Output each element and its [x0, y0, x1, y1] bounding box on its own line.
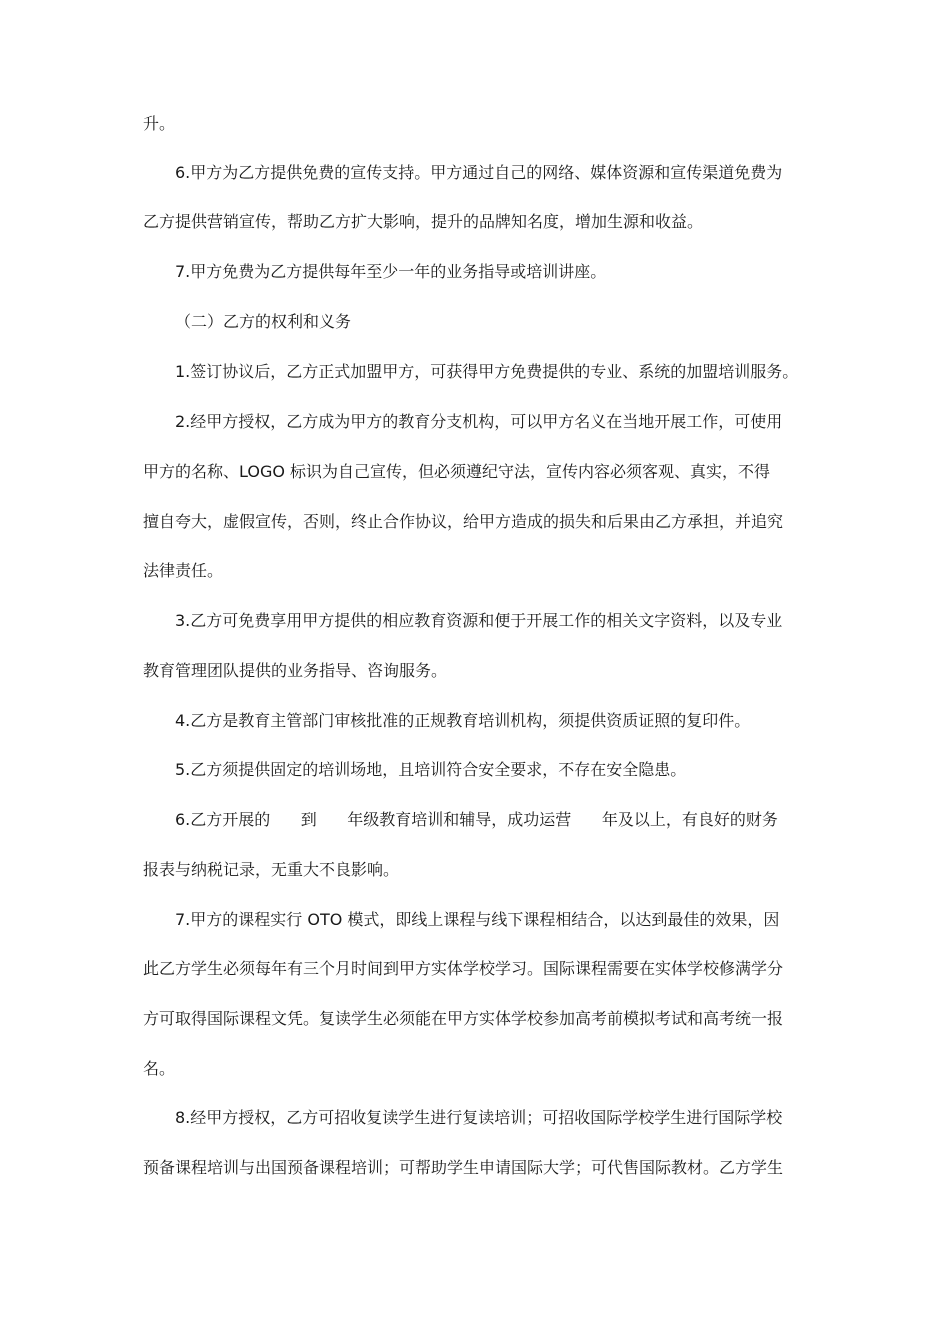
text-line: 5.乙方须提供固定的培训场地，且培训符合安全要求，不存在安全隐患。: [175, 760, 687, 779]
text-line: 乙方提供营销宣传，帮助乙方扩大影响，提升的品牌知名度，增加生源和收益。: [143, 212, 704, 231]
text-line: 甲方的名称、LOGO 标识为自己宣传，但必须遵纪守法，宣传内容必须客观、真实，不得: [143, 462, 771, 481]
text-line: 4.乙方是教育主管部门审核批准的正规教育培训机构，须提供资质证照的复印件。: [175, 711, 751, 730]
text-line: 6.乙方开展的 到 年级教育培训和辅导，成功运营 年及以上，有良好的财务: [175, 810, 778, 829]
text-line: 7.甲方免费为乙方提供每年至少一年的业务指导或培训讲座。: [175, 262, 607, 281]
text-line: 2.经甲方授权，乙方成为甲方的教育分支机构，可以甲方名义在当地开展工作，可使用: [175, 412, 783, 431]
text-line: 方可取得国际课程文凭。复读学生必须能在甲方实体学校参加高考前模拟考试和高考统一报: [143, 1009, 784, 1028]
text-line: 教育管理团队提供的业务指导、咨询服务。: [143, 661, 448, 680]
text-line: 报表与纳税记录，无重大不良影响。: [143, 860, 400, 879]
text-line: 名。: [143, 1059, 176, 1078]
text-line: 1.签订协议后，乙方正式加盟甲方，可获得甲方免费提供的专业、系统的加盟培训服务。: [175, 362, 799, 381]
text-line: 8.经甲方授权，乙方可招收复读学生进行复读培训；可招收国际学校学生进行国际学校: [175, 1108, 783, 1127]
text-line: 擅自夸大，虚假宣传，否则，终止合作协议，给甲方造成的损失和后果由乙方承担，并追究: [143, 512, 784, 531]
text-line: 法律责任。: [143, 561, 224, 580]
text-line: 3.乙方可免费享用甲方提供的相应教育资源和便于开展工作的相关文字资料，以及专业: [175, 611, 783, 630]
text-line: 6.甲方为乙方提供免费的宣传支持。甲方通过自己的网络、媒体资源和宣传渠道免费为: [175, 163, 783, 182]
section-heading: （二）乙方的权利和义务: [175, 312, 352, 331]
text-line: 此乙方学生必须每年有三个月时间到甲方实体学校学习。国际课程需要在实体学校修满学分: [143, 959, 784, 978]
text-line: 7.甲方的课程实行 OTO 模式，即线上课程与线下课程相结合，以达到最佳的效果，因: [175, 910, 780, 929]
text-line: 升。: [143, 114, 176, 133]
text-line: 预备课程培训与出国预备课程培训；可帮助学生申请国际大学；可代售国际教材。乙方学生: [143, 1158, 784, 1177]
